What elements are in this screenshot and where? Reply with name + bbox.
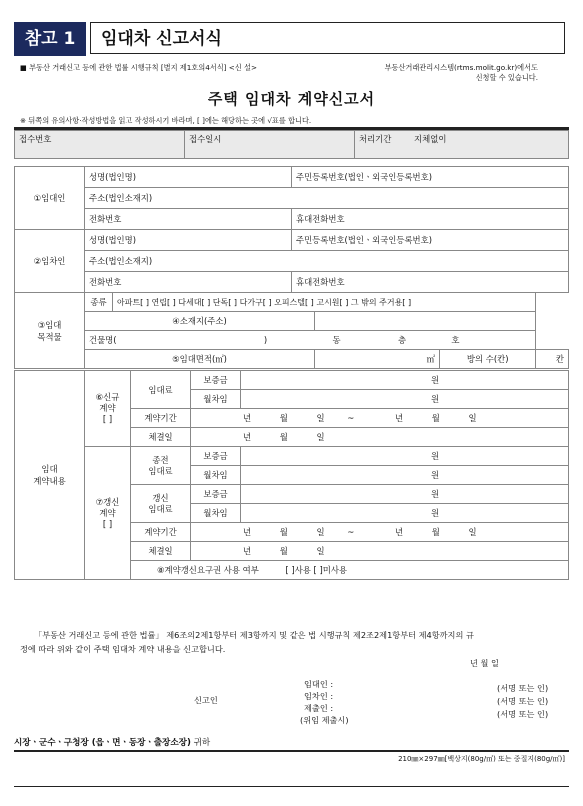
- contract-label: [15, 371, 85, 580]
- new-monthly-unit: 원: [431, 394, 440, 404]
- new-period-field[interactable]: [191, 409, 569, 428]
- renew-period-end-year: 년: [395, 527, 404, 537]
- building-paren: ): [263, 335, 268, 345]
- new-signed-label: 체결일: [131, 428, 191, 447]
- renew-rent-label: [131, 485, 191, 523]
- location-label: ④소재지(주소): [85, 312, 315, 331]
- paper-spec: 210㎜×297㎜[백상지(80g/㎡) 또는 중질지(80g/㎡)]: [398, 755, 565, 763]
- online-notice-line1: 부동산거래관리시스템(rtms.molit.go.kr)에서도: [384, 63, 538, 72]
- lessee-address-field[interactable]: 주소(법인소재지): [85, 251, 569, 272]
- page-header: [14, 22, 569, 56]
- prev-monthly-label: 월차임: [191, 466, 241, 485]
- renew-rent-line1: 갱신: [152, 492, 169, 503]
- prev-deposit-field[interactable]: [241, 447, 569, 466]
- processing-period-value: 지체없이: [414, 134, 447, 144]
- addressee: [14, 736, 569, 748]
- new-contract-label[interactable]: [85, 371, 131, 447]
- renew-period-start-day: 일: [316, 527, 325, 537]
- declaration-date: 년 월 일: [470, 658, 499, 668]
- receipt-date-label: 접수일시: [185, 131, 355, 159]
- rooms-unit: 칸: [555, 354, 564, 364]
- reference-tag: 참고 1: [14, 22, 86, 56]
- renew-period-end-month: 월: [431, 527, 440, 537]
- new-contract-line1: ⑥신규: [95, 392, 120, 402]
- area-label: ⑤임대면적(㎡): [85, 350, 315, 369]
- lessor-tel-field[interactable]: 전화번호: [85, 209, 292, 230]
- receipt-number-label: 접수번호: [15, 131, 185, 159]
- renew-rent-line2: 임대료: [148, 503, 173, 514]
- renew-monthly-field[interactable]: [241, 504, 569, 523]
- new-deposit-field[interactable]: [241, 371, 569, 390]
- online-notice: [338, 63, 538, 83]
- renew-signed-year: 년: [243, 546, 252, 556]
- renew-contract-line1: ⑦갱신: [95, 496, 120, 507]
- declaration-line2: 정에 따라 위와 같이 주택 임대차 계약 내용을 신고합니다.: [20, 644, 226, 654]
- online-notice-line2: 신청할 수 있습니다.: [475, 73, 538, 82]
- reporter-lessee: 임차인 :: [304, 691, 334, 701]
- prev-monthly-unit: 원: [431, 470, 440, 480]
- prev-rent-line1: 종전: [152, 454, 169, 465]
- receipt-table: [14, 130, 569, 159]
- footer-rule: [14, 750, 569, 752]
- renewal-right-label: ⑧계약갱신요구권 사용 여부: [157, 565, 259, 575]
- parties-table: [14, 166, 569, 293]
- new-period-end-year: 년: [395, 413, 404, 423]
- object-type-label: 종류: [85, 293, 113, 312]
- object-label-line2: 목적물: [37, 331, 62, 342]
- new-period-end-month: 월: [431, 413, 440, 423]
- renew-period-start-month: 월: [279, 527, 288, 537]
- legal-basis: ■ 부동산 거래신고 등에 관한 법률 시행규칙 [별지 제1호의4서식] <신 설>: [20, 63, 257, 72]
- rooms-field[interactable]: [536, 350, 569, 369]
- lessee-id-field[interactable]: 주민등록번호(법인ㆍ외국인등록번호): [292, 230, 569, 251]
- renew-period-end-day: 일: [468, 527, 477, 537]
- processing-period-label: 처리기간: [359, 134, 392, 144]
- object-table: [14, 292, 569, 369]
- renew-signed-label: 체결일: [131, 542, 191, 561]
- renewal-right-row[interactable]: [131, 561, 569, 580]
- location-field[interactable]: [315, 312, 536, 331]
- building-label: 건물명(: [89, 335, 117, 345]
- new-deposit-label: 보증금: [191, 371, 241, 390]
- declaration-text: [20, 628, 565, 656]
- processing-period: [355, 131, 569, 159]
- object-label-line1: ③임대: [37, 319, 62, 330]
- bottom-rule: [14, 786, 569, 787]
- prev-deposit-label: 보증금: [191, 447, 241, 466]
- renew-period-start-year: 년: [243, 527, 252, 537]
- lessor-id-field[interactable]: 주민등록번호(법인ㆍ외국인등록번호): [292, 167, 569, 188]
- ho-label: 호: [451, 335, 460, 345]
- renew-deposit-field[interactable]: [241, 485, 569, 504]
- dong-label: 동: [332, 335, 341, 345]
- new-signed-year: 년: [243, 432, 252, 442]
- contract-label-line2: 계약내용: [33, 476, 66, 486]
- lessee-name-field[interactable]: 성명(법인명): [85, 230, 292, 251]
- new-contract-checkbox[interactable]: [ ]: [102, 414, 113, 424]
- renew-period-tilde: ~: [347, 527, 355, 537]
- prev-deposit-unit: 원: [431, 451, 440, 461]
- renew-signed-month: 월: [279, 546, 288, 556]
- reporter-roles: [300, 678, 349, 726]
- new-period-start-year: 년: [243, 413, 252, 423]
- renew-deposit-unit: 원: [431, 489, 440, 499]
- reporter-lessor: 임대인 :: [304, 679, 334, 689]
- area-field[interactable]: [315, 350, 440, 369]
- contract-table: [14, 370, 569, 580]
- lessee-tel-field[interactable]: 전화번호: [85, 272, 292, 293]
- new-monthly-label: 월차임: [191, 390, 241, 409]
- renew-signed-field[interactable]: [191, 542, 569, 561]
- new-rent-label: 임대료: [131, 371, 191, 409]
- renew-deposit-label: 보증금: [191, 485, 241, 504]
- lessor-name-field[interactable]: 성명(법인명): [85, 167, 292, 188]
- reporter-delegate: (위임 제출시): [300, 715, 349, 725]
- addressee-office: 시장ㆍ군수ㆍ구청장 (읍ㆍ면ㆍ동장ㆍ출장소장): [14, 738, 191, 748]
- declaration-line1: 「부동산 거래신고 등에 관한 법률」 제6조의2제1항부터 제3항까지 및 같은 법 시행규칙 제2조2제1항부터 제4항까지의 규: [34, 630, 474, 640]
- renew-contract-label[interactable]: [85, 447, 131, 580]
- new-signed-month: 월: [279, 432, 288, 442]
- object-type-options[interactable]: 아파트[ ] 연립[ ] 다세대[ ] 단독[ ] 다가구[ ] 오피스텔[ ] 고시원[ ] 그 밖의 주거용[ ]: [113, 293, 536, 312]
- lessor-address-field[interactable]: 주소(법인소재지): [85, 188, 569, 209]
- new-period-tilde: ~: [347, 413, 355, 423]
- signature-column[interactable]: [497, 682, 548, 721]
- renew-contract-checkbox[interactable]: [ ]: [102, 518, 113, 529]
- lessee-label: ②임차인: [15, 230, 85, 293]
- new-contract-line2: 계약: [99, 403, 116, 413]
- reporter-submitter: 제출인 :: [304, 703, 334, 713]
- floor-label: 층: [397, 335, 407, 345]
- renew-monthly-label: 월차임: [191, 504, 241, 523]
- new-signed-field[interactable]: [191, 428, 569, 447]
- sign-lessor[interactable]: (서명 또는 인): [497, 683, 549, 693]
- new-period-start-day: 일: [316, 413, 325, 423]
- lessee-mobile-field[interactable]: 휴대전화번호: [292, 272, 569, 293]
- rooms-label: 방의 수(칸): [440, 350, 536, 369]
- sign-lessee[interactable]: (서명 또는 인): [497, 696, 549, 706]
- reporter-label: 신고인: [194, 695, 218, 705]
- prev-rent-line2: 임대료: [148, 465, 173, 476]
- renewal-right-options[interactable]: [ ]사용 [ ]미사용: [285, 565, 348, 575]
- prev-monthly-field[interactable]: [241, 466, 569, 485]
- renew-period-field[interactable]: [191, 523, 569, 542]
- sign-submitter[interactable]: (서명 또는 인): [497, 709, 549, 719]
- new-period-start-month: 월: [279, 413, 288, 423]
- new-period-end-day: 일: [468, 413, 477, 423]
- area-unit: ㎡: [426, 354, 435, 364]
- renew-period-label: 계약기간: [131, 523, 191, 542]
- instruction-note: ※ 뒤쪽의 유의사항·작성방법을 읽고 작성하시기 바라며, [ ]에는 해당하는 곳에 √표를 합니다.: [20, 116, 312, 125]
- new-signed-day: 일: [316, 432, 325, 442]
- prev-rent-label: [131, 447, 191, 485]
- new-period-label: 계약기간: [131, 409, 191, 428]
- renew-contract-line2: 계약: [99, 507, 116, 518]
- lessor-mobile-field[interactable]: 휴대전화번호: [292, 209, 569, 230]
- document-title: 주택 임대차 계약신고서: [207, 90, 376, 108]
- addressee-suffix: 귀하: [190, 738, 211, 748]
- object-label: [15, 293, 85, 369]
- renew-monthly-unit: 원: [431, 508, 440, 518]
- header-title: 임대차 신고서식: [90, 22, 565, 54]
- renew-signed-day: 일: [316, 546, 325, 556]
- new-monthly-field[interactable]: [241, 390, 569, 409]
- new-deposit-unit: 원: [431, 375, 440, 385]
- lessor-label: ①임대인: [15, 167, 85, 230]
- contract-label-line1: 임대: [41, 464, 58, 474]
- building-row[interactable]: [85, 331, 536, 350]
